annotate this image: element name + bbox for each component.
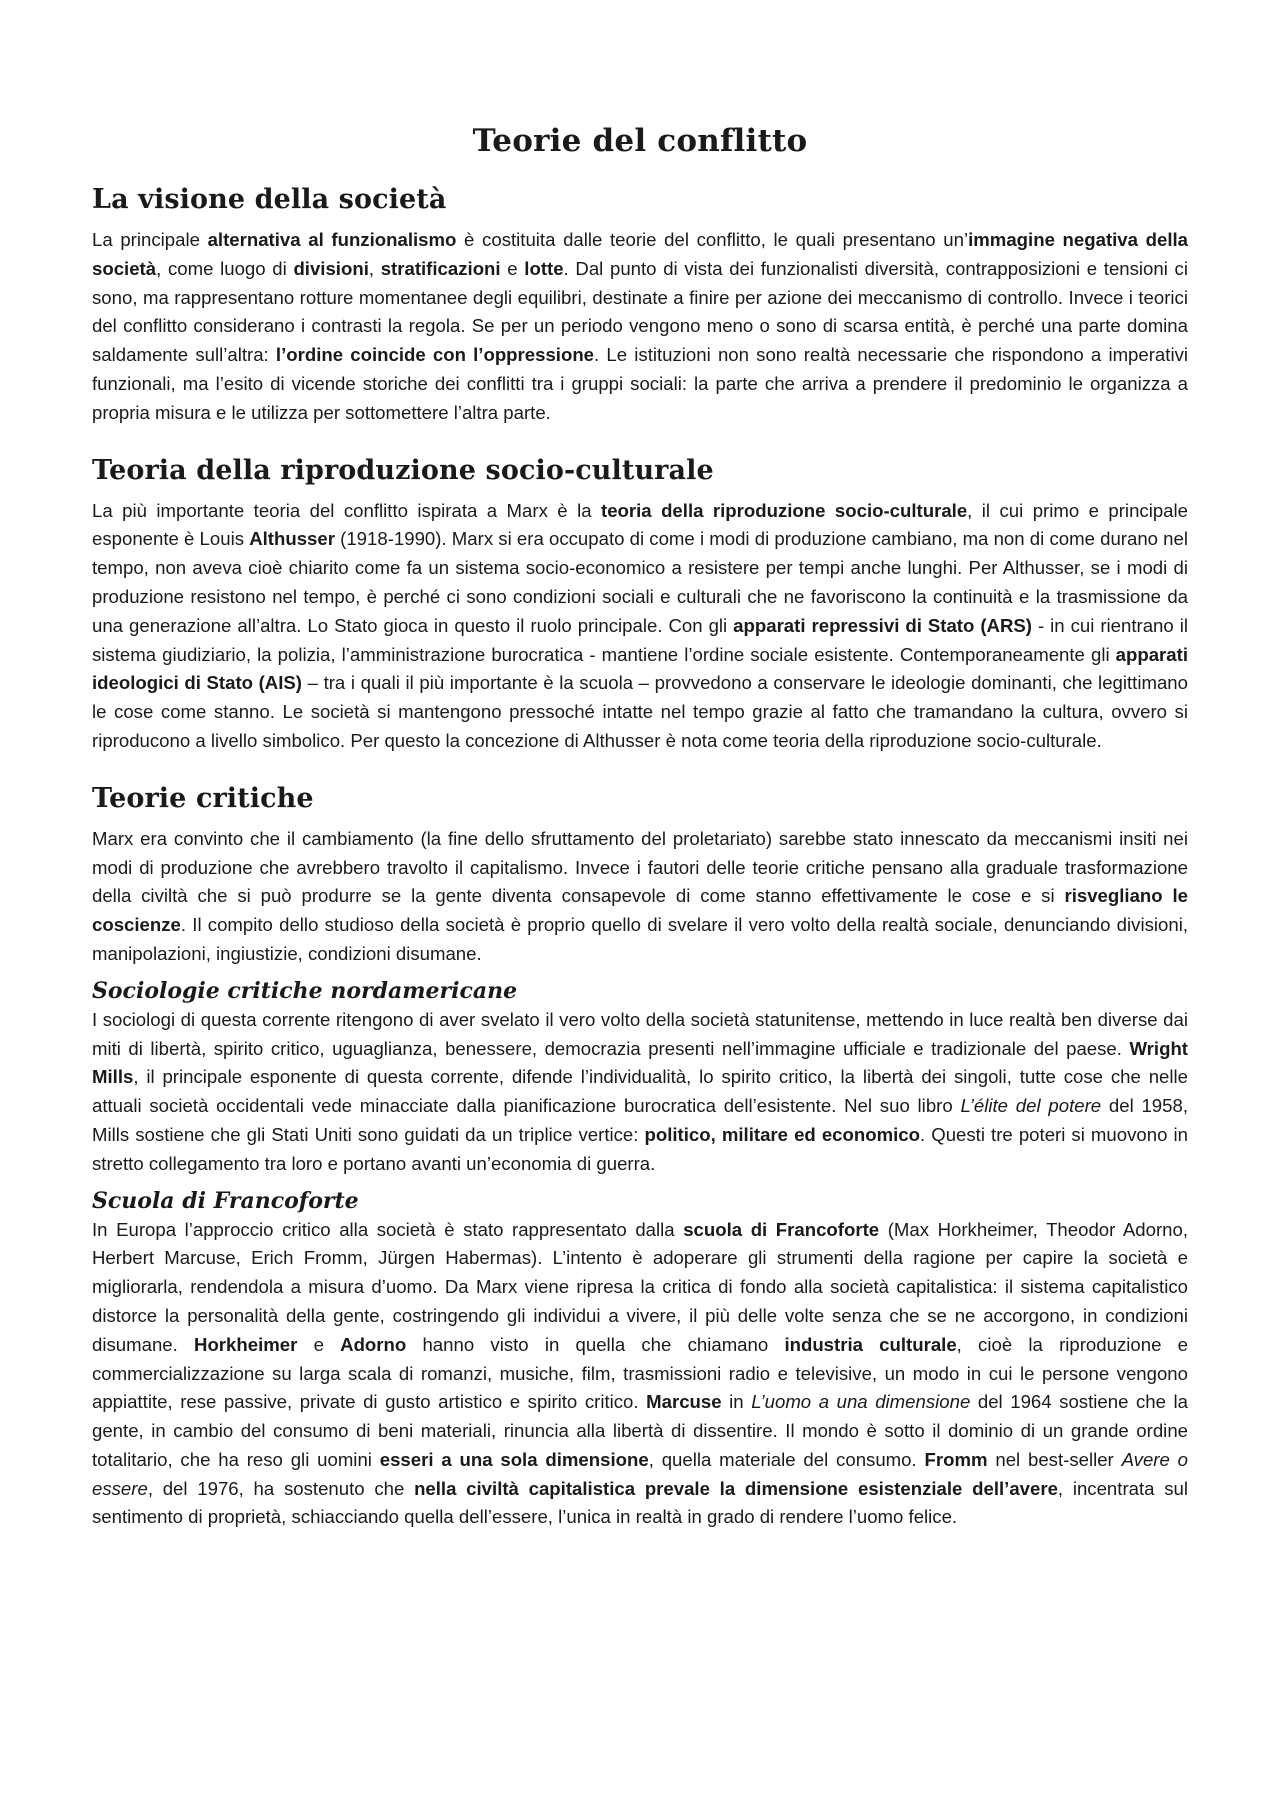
paragraph-francoforte: In Europa l’approccio critico alla società è stato rappresentato dalla scuola di Francoforte (Max Horkheimer, Theodor Adorno, Herbert Marcuse, Erich Fromm, Jürgen Habermas). L’intento è adoperare gli strumenti della ragione per capire la società e migliorarla, rendendola a misura d’uomo. Da Marx viene ripresa la critica di fondo alla società capitalistica: il sistema capitalistico distorce la personalità della gente, costringendo gli individui a vivere, il più delle volte senza che se ne accorgono, in condizioni disumane. Horkheimer e Adorno hanno visto in quella che chiamano industria culturale, cioè la riproduzione e commercializzazione su larga scala di romanzi, musiche, film, trasmissioni radio e televisive, un modo in cui le persone vengono appiattite, rese passive, private di gusto artistico e spirito critico. Marcuse in L’uomo a una dimensione del 1964 sostiene che la gente, in cambio del consumo di beni materiali, rinuncia alla libertà di dissentire. Il mondo è sotto il dominio di un grande ordine totalitario, che ha reso gli uomini esseri a una sola dimensione, quella materiale del consumo. Fromm nel best-seller Avere o essere, del 1976, ha sostenuto che nella civiltà capitalistica prevale la dimensione esistenziale dell’avere, incentrata sul sentimento di proprietà, schiacciando quella dell’essere, l’unica in realtà in grado di rendere l’uomo felice.: [92, 1218, 1188, 1528]
page-title: Teorie del conflitto: [472, 123, 808, 159]
section-heading-riproduzione: Teoria della riproduzione socio-culturale: [92, 454, 714, 486]
section-heading-visione: La visione della società: [92, 184, 447, 215]
subsection-heading-nordamericane: Sociologie critiche nordamericane: [92, 977, 518, 1004]
paragraph-riproduzione: La più importante teoria del conflitto ispirata a Marx è la teoria della riproduzione socio-culturale, il cui primo e principale esponente è Louis Althusser (1918-1990). Marx si era occupato di come i modi di produzione cambiano, ma non di come durano nel tempo, non aveva cioè chiarito come fa un sistema socio-economico a resistere per tempi anche lunghi. Per Althusser, se i modi di produzione resistono nel tempo, è perché ci sono condizioni sociali e culturali che ne favoriscono la continuità e la trasmissione da una generazione all’altra. Lo Stato gioca in questo il ruolo principale. Con gli apparati repressivi di Stato (ARS) - in cui rientrano il sistema giudiziario, la polizia, l’amministrazione burocratica - mantiene l’ordine sociale esistente. Contemporaneamente gli apparati ideologici di Stato (AIS) – tra i quali il più importante è la scuola – provvedono a conservare le ideologie dominanti, che legittimano le cose come stanno. Le società si mantengono pressoché intatte nel tempo grazie al fatto che tramandano la cultura, ovvero si riproducono a livello simbolico. Per questo la concezione di Althusser è nota come teoria della riproduzione socio-culturale.: [92, 499, 1188, 751]
section-heading-critiche: Teorie critiche: [92, 782, 314, 814]
paragraph-critiche: Marx era convinto che il cambiamento (la fine dello sfruttamento del proletariato) sarebbe stato innescato da meccanismi insiti nei modi di produzione che avrebbero travolto il capitalismo. Invece i fautori delle teorie critiche pensano alla graduale trasformazione della civiltà che si può produrre se la gente diventa consapevole di come stanno effettivamente le cose e si risvegliano le coscienze. Il compito dello studioso della società è proprio quello di svelare il vero volto della realtà sociale, denunciando divisioni, manipolazioni, ingiustizie, condizioni disumane.: [92, 827, 1188, 964]
paragraph-visione: La principale alternativa al funzionalismo è costituita dalle teorie del conflitto, le quali presentano un’immagine negativa della società, come luogo di divisioni, stratificazioni e lotte. Dal punto di vista dei funzionalisti diversità, contrapposizioni e tensioni ci sono, ma rappresentano rotture momentanee degli equilibri, destinate a finire per azione dei meccanismo di controllo. Invece i teorici del conflitto considerano i contrasti la regola. Se per un periodo vengono meno o sono di scarsa entità, è perché una parte domina saldamente sull’altra: l’ordine coincide con l’oppressione. Le istituzioni non sono realtà necessarie che rispondono a imperativi funzionali, ma l’esito di vicende storiche dei conflitti tra i gruppi sociali: la parte che arriva a prendere il predominio le organizza a propria misura e le utilizza per sottomettere l’altra parte.: [92, 229, 1189, 423]
paragraph-nordamericane: I sociologi di questa corrente ritengono di aver svelato il vero volto della società statunitense, mettendo in luce realtà ben diverse dai miti di libertà, spirito critico, uguaglianza, benessere, democrazia presenti nell’immagine ufficiale e tradizionale del paese. Wright Mills, il principale esponente di questa corrente, difende l’individualità, lo spirito critico, la libertà dei singoli, tutte cose che nelle attuali società occidentali vede minacciate dalla pianificazione burocratica dell’esistente. Nel suo libro L’élite del potere del 1958, Mills sostiene che gli Stati Uniti sono guidati da un triplice vertice: politico, militare ed economico. Questi tre poteri si muovono in stretto collegamento tra loro e portano avanti un’economia di guerra.: [92, 1008, 1188, 1174]
subsection-heading-francoforte: Scuola di Francoforte: [92, 1187, 359, 1214]
